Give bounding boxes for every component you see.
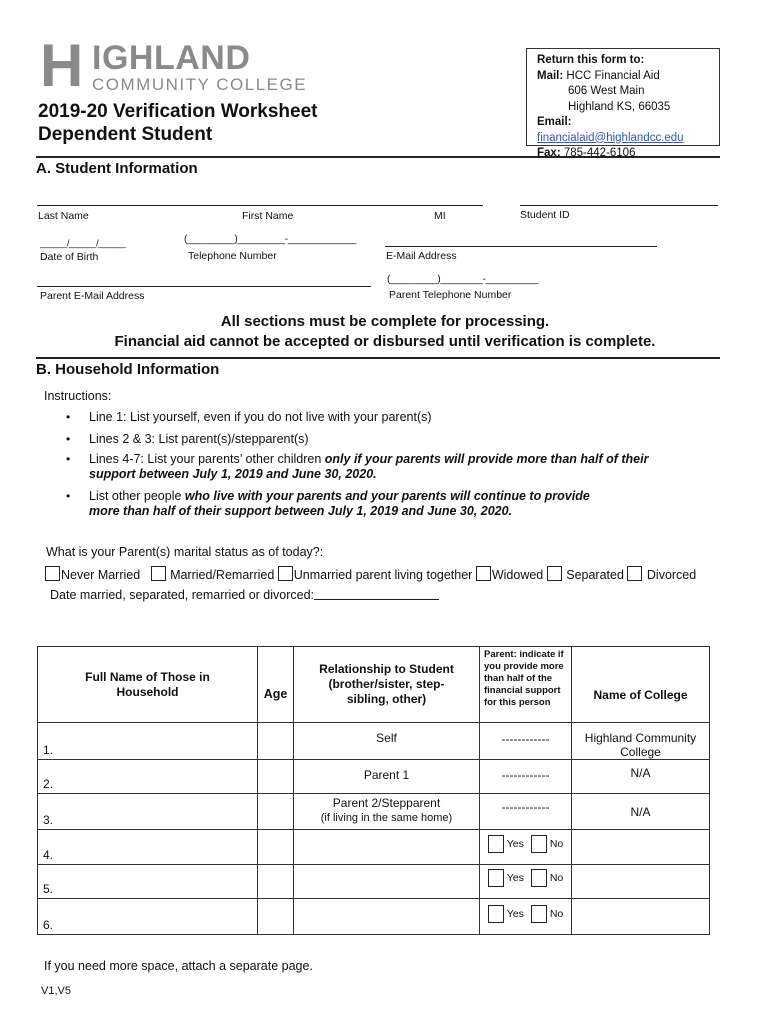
logo-word: IGHLAND [92, 39, 251, 77]
fax-number: 785-442-6106 [563, 147, 636, 159]
name-line[interactable] [37, 205, 483, 206]
mail-line1: HCC Financial Aid [566, 69, 660, 82]
yes-checkbox[interactable] [488, 835, 504, 853]
mail-label: Mail: [537, 69, 564, 82]
parent-support-cell: ------------ [480, 723, 572, 760]
student-id-line[interactable] [520, 205, 718, 206]
section-a-title: A. Student Information [36, 160, 198, 177]
checkbox[interactable] [278, 566, 293, 581]
logo-letter: H [40, 32, 82, 99]
age-cell[interactable] [258, 723, 294, 760]
marital-divorced[interactable]: Divorced [627, 568, 696, 582]
parent-support-cell: ------------ [480, 760, 572, 794]
instruction-3: Lines 4-7: List your parents’ other children only if your parents will provide more than half of their support between July 1, 2019 and June 30, 2020. [89, 452, 649, 481]
table-row [38, 794, 710, 830]
section-b-title: B. Household Information [36, 361, 220, 378]
bullet-dot: • [66, 489, 71, 503]
checkbox[interactable] [476, 566, 491, 581]
instruction-2: Lines 2 & 3: List parent(s)/stepparent(s) [89, 432, 309, 446]
parent-telephone-label: Parent Telephone Number [389, 289, 512, 301]
mail-line2: 606 West Main [568, 85, 645, 97]
checkbox[interactable] [45, 566, 60, 581]
first-name-label: First Name [242, 210, 294, 222]
relationship-cell: Self [294, 723, 480, 760]
row-number: 4. [38, 830, 258, 865]
instructions-label: Instructions: [44, 389, 112, 403]
parent-support-cell: ------------ [480, 794, 572, 830]
email-label: Email: [537, 116, 572, 128]
section-b-rule [36, 357, 720, 359]
age-cell[interactable] [258, 865, 294, 899]
college-cell[interactable] [572, 899, 710, 935]
header-age: Age [258, 647, 294, 723]
age-cell[interactable] [258, 899, 294, 935]
no-checkbox[interactable] [531, 835, 547, 853]
header-relationship: Relationship to Student (brother/sister, step-sibling, other) [294, 647, 480, 723]
table-row [38, 723, 710, 760]
last-name-label: Last Name [38, 210, 89, 222]
row-number: 5. [38, 865, 258, 899]
parent-support-cell: Yes No [480, 830, 572, 865]
checkbox[interactable] [627, 566, 642, 581]
age-cell[interactable] [258, 830, 294, 865]
marital-options [45, 566, 696, 582]
row-number: 6. [38, 899, 258, 935]
table-row [38, 865, 710, 899]
bullet-dot: • [66, 410, 71, 424]
header-parent-support: Parent: indicate if you provide more than half of the financial support for this person [480, 647, 572, 723]
table-row [38, 760, 710, 794]
bullet-dot: • [66, 452, 71, 466]
yes-checkbox[interactable] [488, 869, 504, 887]
date-married-label: Date married, separated, remarried or divorced: [50, 588, 315, 602]
marital-separated[interactable]: Separated [547, 568, 624, 582]
footer-note: If you need more space, attach a separate page. [44, 959, 313, 973]
table-header-row [38, 647, 710, 723]
checkbox[interactable] [151, 566, 166, 581]
mail-line3: Highland KS, 66035 [568, 100, 671, 113]
email-line[interactable] [385, 246, 657, 247]
marital-unmarried-together[interactable]: Unmarried parent living together [278, 568, 473, 582]
relationship-cell[interactable] [294, 830, 480, 865]
college-cell[interactable] [572, 830, 710, 865]
marital-widowed[interactable]: Widowed [476, 568, 543, 582]
relationship-cell: Parent 1 [294, 760, 480, 794]
notice-line1: All sections must be complete for processing. [220, 313, 550, 330]
yes-checkbox[interactable] [488, 905, 504, 923]
marital-never-married[interactable]: Never Married [45, 568, 140, 582]
return-address-box [526, 48, 720, 159]
section-a-rule [36, 156, 720, 158]
logo-subtitle: COMMUNITY COLLEGE [92, 75, 308, 94]
instruction-1: Line 1: List yourself, even if you do not live with your parent(s) [89, 410, 432, 424]
college-cell: N/A [572, 760, 710, 794]
age-cell[interactable] [258, 760, 294, 794]
no-checkbox[interactable] [531, 869, 547, 887]
marital-married[interactable]: Married/Remarried [151, 568, 275, 582]
instruction-4: List other people who live with your parents and your parents will continue to provide more than half of their support between July 1, 2019 and June 30, 2020. [89, 489, 590, 518]
checkbox[interactable] [547, 566, 562, 581]
household-table [37, 646, 710, 935]
row-number: 2. [38, 760, 258, 794]
mi-label: MI [434, 210, 446, 222]
telephone-label: Telephone Number [188, 250, 277, 262]
row-number: 1. [38, 723, 258, 760]
email-link[interactable]: financialaid@highlandcc.edu [537, 131, 684, 144]
dob-blank[interactable]: ______/______/______ [40, 238, 126, 248]
fax-label: Fax: [537, 147, 561, 159]
no-checkbox[interactable] [531, 905, 547, 923]
college-cell: N/A [572, 794, 710, 830]
header-college: Name of College [572, 647, 710, 723]
parent-email-line[interactable] [37, 286, 371, 287]
college-cell[interactable] [572, 865, 710, 899]
relationship-cell: Parent 2/Stepparent (if living in the same home) [294, 794, 480, 830]
form-subtitle: Dependent Student [38, 124, 213, 145]
telephone-blank[interactable]: (_________)_________-_____________ [184, 234, 357, 245]
bullet-dot: • [66, 432, 71, 446]
parent-support-cell: Yes No [480, 865, 572, 899]
return-heading: Return this form to: [537, 54, 645, 66]
form-title: 2019-20 Verification Worksheet [38, 101, 318, 122]
header-full-name: Full Name of Those in Household [38, 647, 258, 723]
college-cell: Highland Community College [572, 723, 710, 760]
email-address-label: E-Mail Address [386, 250, 457, 262]
age-cell[interactable] [258, 794, 294, 830]
marital-question: What is your Parent(s) marital status as of today?: [46, 545, 324, 559]
row-number: 3. [38, 794, 258, 830]
parent-support-cell: Yes No [480, 899, 572, 935]
parent-telephone-blank[interactable]: (_________)________-__________ [387, 274, 539, 285]
relationship-cell[interactable] [294, 899, 480, 935]
date-married-line[interactable] [314, 599, 439, 600]
dob-label: Date of Birth [40, 251, 99, 263]
table-row [38, 899, 710, 935]
notice-line2: Financial aid cannot be accepted or disbursed until verification is complete. [114, 333, 656, 350]
student-id-label: Student ID [520, 209, 570, 221]
parent-email-label: Parent E-Mail Address [40, 290, 145, 302]
relationship-cell[interactable] [294, 865, 480, 899]
version-label: V1,V5 [41, 985, 71, 997]
table-row [38, 830, 710, 865]
